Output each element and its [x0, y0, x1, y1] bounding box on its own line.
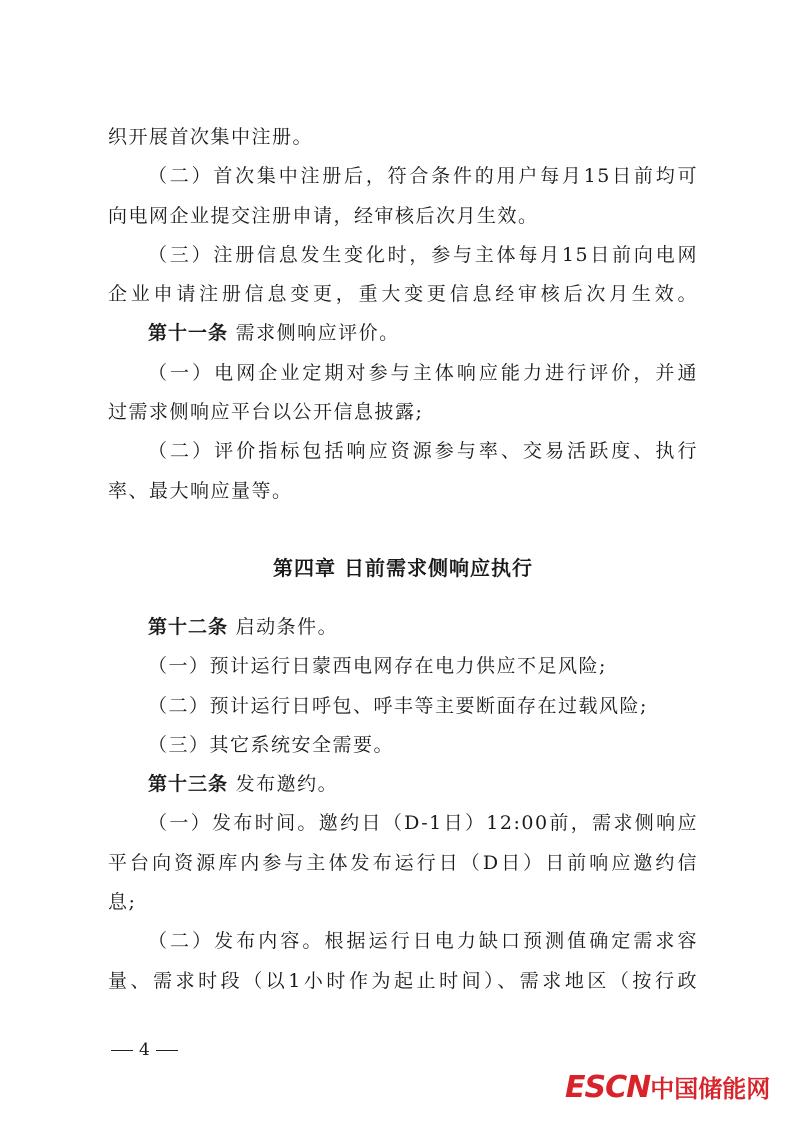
article-heading-text: 需求侧响应评价。	[235, 322, 400, 345]
text-line: （三）注册信息发生变化时，参与主体每月15日前向电网	[148, 243, 698, 266]
text-line: 量、需求时段（以1小时作为起止时间）、需求地区（按行政	[108, 969, 698, 992]
text-line: （一）发布时间。邀约日（D-1日）12:00前，需求侧响应	[148, 812, 698, 835]
text-line: 企业申请注册信息变更，重大变更信息经审核后次月生效。	[108, 283, 698, 306]
document-body	[108, 118, 698, 1001]
article-title: 第十二条	[148, 615, 229, 638]
text-line: 率、最大响应量等。	[108, 479, 293, 502]
text-line: 息;	[108, 891, 137, 914]
article-title: 第十三条	[148, 773, 229, 796]
article-heading-text: 发布邀约。	[235, 773, 339, 796]
article-12-heading	[108, 608, 698, 647]
text-line: （二）发布内容。根据运行日电力缺口预测值确定需求容	[148, 930, 698, 953]
article-11-heading	[108, 314, 698, 353]
text-line: 平台向资源库内参与主体发布运行日（D日）日前响应邀约信	[108, 851, 698, 874]
page-footer	[105, 1040, 184, 1060]
text-line: （二）评价指标包括响应资源参与率、交易活跃度、执行	[148, 440, 698, 463]
watermark-cn: 中国储能网	[650, 1075, 771, 1103]
text-line: （二）预计运行日呼包、呼丰等主要断面存在过载风险;	[148, 694, 648, 717]
dash-right	[156, 1050, 178, 1051]
article-heading-text: 启动条件。	[235, 615, 339, 638]
dash-left	[111, 1050, 133, 1051]
text-line: 过需求侧响应平台以公开信息披露;	[108, 401, 424, 424]
text-line: （一）电网企业定期对参与主体响应能力进行评价，并通	[148, 361, 698, 384]
text-line: 织开展首次集中注册。	[108, 126, 314, 148]
chapter-title: 第四章 日前需求侧响应执行	[273, 555, 533, 580]
text-line: （三）其它系统安全需要。	[148, 733, 395, 756]
text-line: （一）预计运行日蒙西电网存在电力供应不足风险;	[148, 655, 607, 678]
text-line: 向电网企业提交注册申请，经审核后次月生效。	[108, 204, 539, 227]
article-13-heading	[108, 765, 698, 804]
text-line: （二）首次集中注册后，符合条件的用户每月15日前均可	[148, 165, 698, 188]
watermark-en: ESCN	[565, 1070, 651, 1105]
article-title: 第十一条	[148, 322, 229, 345]
escn-watermark-logo	[565, 1069, 770, 1105]
page-number: 4	[139, 1040, 150, 1060]
